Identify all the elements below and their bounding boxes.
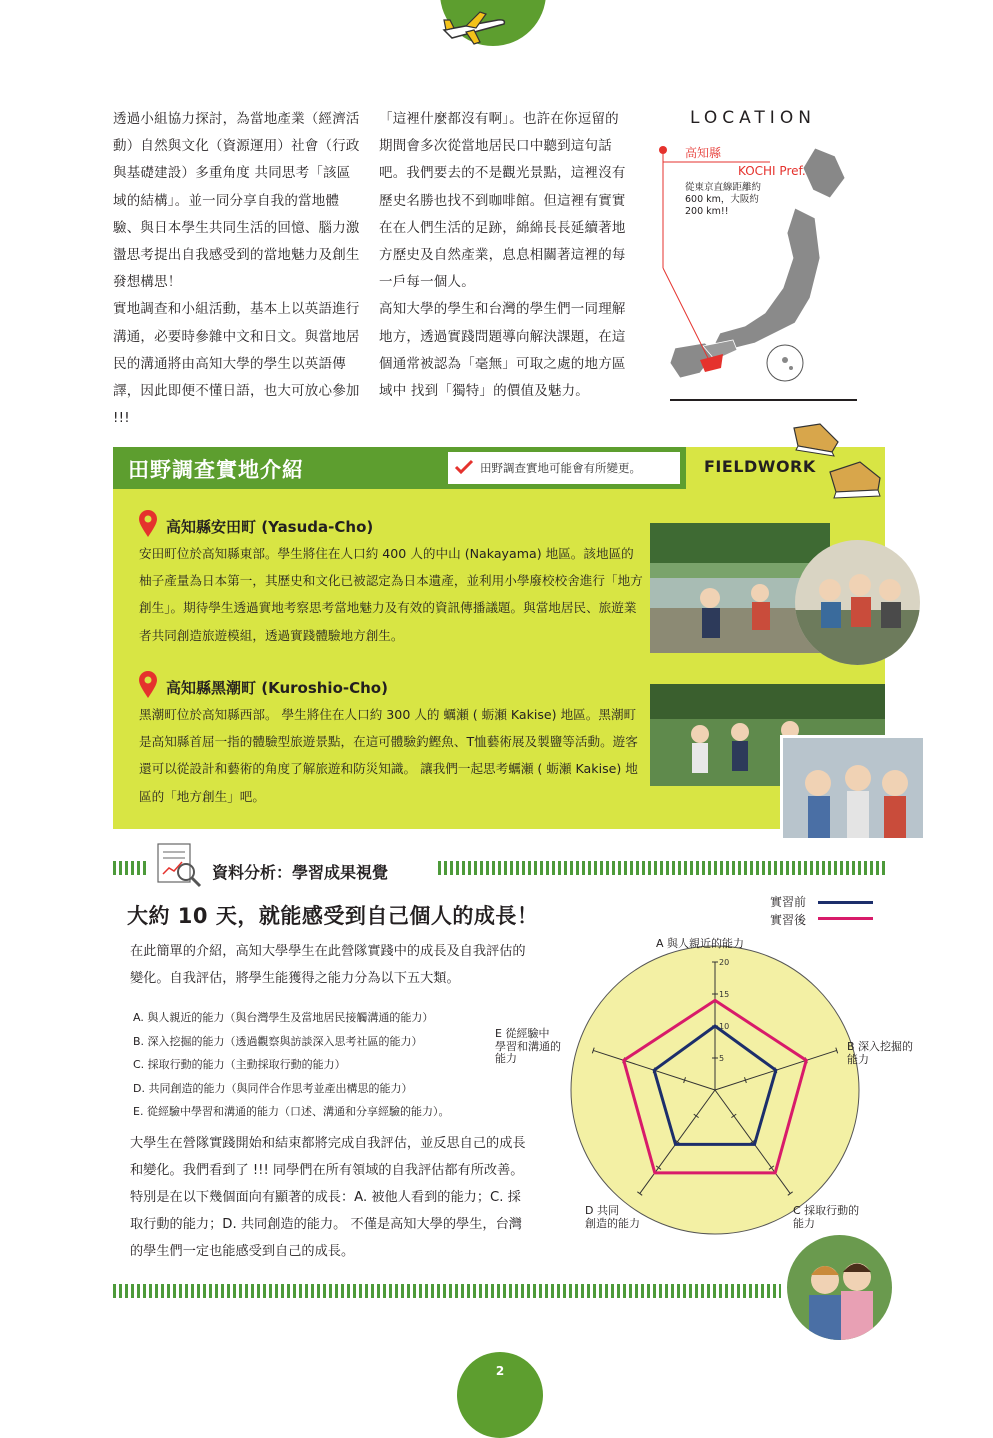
site-name: 高知縣安田町 (Yasuda-Cho) xyxy=(166,518,374,536)
section-stripe xyxy=(113,861,148,875)
radar-tick-label: 20 xyxy=(719,958,730,967)
section-stripe xyxy=(438,861,885,875)
site-description: 安田町位於高知縣東部。學生將住在人口約 400 人的中山 (Nakayama) 地區。該地區的柚子產量為日本第一，其歷史和文化已被認定為日本遺產，並利用小學廢校校舍進行「地方創生」。期待學生透過實地考察思考當地魅力及有效的資訊傳播議題。與當地居民、旅遊業者共同創造旅遊模組，透過實踐體驗地方創生。 xyxy=(139,546,643,643)
section-stripe xyxy=(113,1284,781,1298)
list-item: A. 與人親近的能力（與台灣學生及當地居民接觸溝通的能力） xyxy=(133,1011,434,1024)
legend-label: 實習前 xyxy=(770,895,807,909)
radar-axis-label-c: C 採取行動的 能力 xyxy=(793,1204,860,1230)
airplane-icon xyxy=(440,8,510,48)
map-pin-icon xyxy=(138,510,158,538)
data-report-icon xyxy=(152,840,204,888)
radar-tick-label: 15 xyxy=(719,990,730,999)
site-photo-circle xyxy=(795,540,920,665)
list-item: D. 共同創造的能力（與同伴合作思考並產出構思的能力） xyxy=(133,1081,413,1095)
page-number: 2 xyxy=(495,1364,505,1378)
fieldwork-note: 田野調查實地可能會有所變更。 xyxy=(480,461,641,475)
radar-axis-label-e: E 從經驗中 學習和溝通的 能力 xyxy=(495,1027,561,1065)
checkmark-icon xyxy=(454,459,474,475)
analysis-intro: 在此簡單的介紹，高知大學學生在此營隊實踐中的成長及自我評估的變化。自我評估，將學生能獲得之能力分為以下五大類。 xyxy=(130,944,526,986)
location-distance: 從東京直線距離約 600 km，大阪約 200 km!! xyxy=(685,182,762,217)
site-description: 黑潮町位於高知縣西部。 學生將住在人口約 300 人的 蠣瀬 ( 蛎瀬 Kakise) 地區。黑潮町是高知縣首屈一指的體驗型旅遊景點，在這可體驗釣鰹魚、T恤藝術展及製鹽等活動。遊客還可以從設計和藝術的角度了解旅遊和防災知識。 讓我們一起思考蠣瀬 ( 蛎瀬 Kakise) 地區的「地方創生」吧。 xyxy=(139,707,638,804)
radar-axis-label-d: D 共同 創造的能力 xyxy=(585,1204,640,1230)
intro-column-1 xyxy=(113,106,363,432)
intro-paragraph: 透過小組協力探討，為當地產業（經濟活動）自然與文化（資源運用）社會（行政與基礎建設）多重角度 共同思考「該區域的結構」。並一同分享自我的當地體驗、與日本學生共同生活的回憶、腦力激盪思考提出自我感受到的當地魅力及創生發想構思！ xyxy=(113,111,360,291)
intro-paragraph: 高知大學的學生和台灣的學生們一同理解地方，透過實踐問題導向解決課題，在這個通常被認為「毫無」可取之處的地方區域中 找到「獨特」的價值及魅力。 xyxy=(379,301,626,400)
shoes-icon xyxy=(790,420,885,502)
intro-column-2 xyxy=(379,106,629,405)
legend-swatch xyxy=(818,917,873,920)
radar-tick-label: 10 xyxy=(719,1022,730,1031)
location-title: LOCATION xyxy=(690,108,816,128)
analysis-headline: 大約 10 天，就能感受到自己個人的成長！ xyxy=(127,904,539,928)
analysis-section-title: 資料分析：學習成果視覺 xyxy=(212,863,389,882)
legend-label: 實習後 xyxy=(770,913,807,927)
radar-axis-label-a: A 與人親近的能力 xyxy=(656,937,745,950)
radar-tick-label: 5 xyxy=(719,1054,725,1063)
fieldwork-title: 田野調查實地介紹 xyxy=(128,458,304,482)
radar-axis-label-b: B 深入挖掘的 能力 xyxy=(847,1040,914,1066)
students-photo xyxy=(787,1235,892,1340)
radar-chart xyxy=(570,945,860,1235)
intro-paragraph: 「這裡什麼都沒有啊」。也許在你逗留的期間會多次從當地居民口中聽到這句話吧。我們要去的不是觀光景點，這裡沒有歷史名勝也找不到咖啡館。但這裡有實實在在人們生活的足跡，綿綿長長延續著地方歷史及自然產業，息息相關著這裡的每一戶每一個人。 xyxy=(379,111,626,291)
list-item: E. 從經驗中學習和溝通的能力（口述、溝通和分享經驗的能力）。 xyxy=(133,1105,450,1119)
site-name: 高知縣黑潮町 (Kuroshio-Cho) xyxy=(166,679,388,697)
abilities-list xyxy=(133,1006,533,1124)
map-pin-icon xyxy=(138,671,158,699)
fieldwork-label: FIELDWORK xyxy=(704,457,816,476)
legend-swatch xyxy=(818,901,873,904)
list-item: C. 採取行動的能力（主動採取行動的能力） xyxy=(133,1058,346,1072)
analysis-conclusion: 大學生在營隊實踐開始和結束都將完成自我評估，並反思自己的成長和變化。我們看到了 !!! 同學們在所有領域的自我評估都有所改善。特別是在以下幾個面向有顯著的成長：A. 被他人看到的能力；C. 採取行動的能力；D. 共同創造的能力。 不僅是高知大學的學生，台灣的學生們一定也能感受到自己的成長。 xyxy=(130,1136,526,1259)
site-photo-small xyxy=(780,735,926,841)
list-item: B. 深入挖掘的能力（透過觀察與訪談深入思考社區的能力） xyxy=(133,1034,423,1048)
location-pref-en: KOCHI Pref. xyxy=(738,164,806,178)
intro-paragraph: 實地調查和小組活動，基本上以英語進行溝通，必要時參雜中文和日文。與當地居民的溝通將由高知大學的學生以英語傳譯，因此即便不懂日語，也大可放心參加 !!! xyxy=(113,301,360,427)
location-pref-zh: 高知縣 xyxy=(685,146,722,160)
